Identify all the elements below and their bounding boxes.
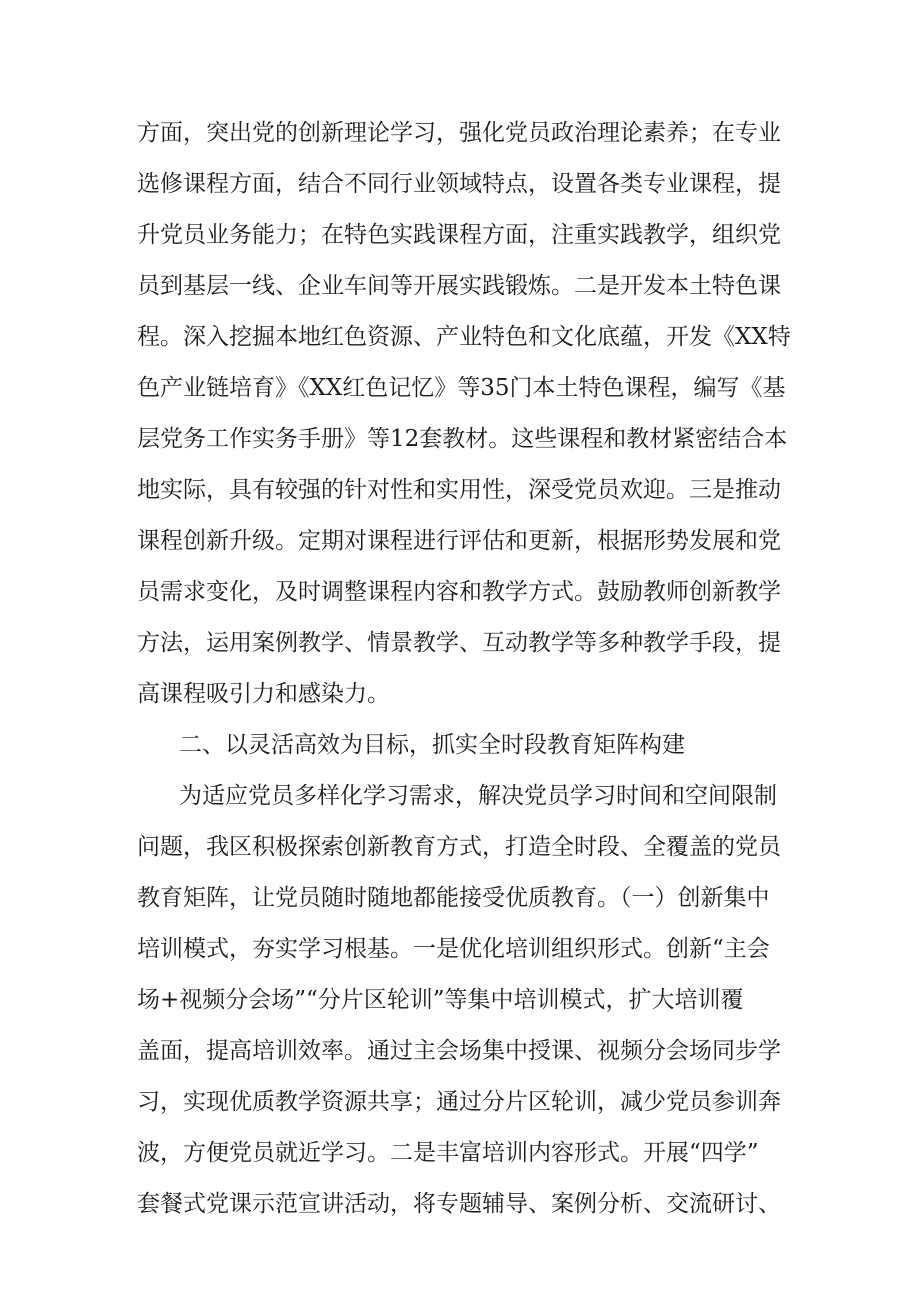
paragraph-line: 色产业链培育》《XX红色记忆》等35门本土特色课程，编写《基 [137, 375, 786, 401]
paragraph-line: 为适应党员多样化学习需求，解决党员学习时间和空间限制 [179, 783, 777, 809]
paragraph-line: 培训模式，夯实学习根基。一是优化培训组织形式。创新“主会 [137, 936, 770, 962]
paragraph-line: 波，方便党员就近学习。二是丰富培训内容形式。开展“四学” [137, 1140, 759, 1166]
paragraph-line: 员需求变化，及时调整课程内容和教学方式。鼓励教师创新教学 [137, 579, 781, 605]
paragraph-line: 员到基层一线、企业车间等开展实践锻炼。二是开发本土特色课 [137, 273, 781, 299]
paragraph-line: 方面，突出党的创新理论学习，强化党员政治理论素养；在专业 [137, 120, 781, 146]
paragraph-line: 场+视频分会场”“分片区轮训”等集中培训模式，扩大培训覆 [137, 987, 744, 1013]
paragraph-line: 问题，我区积极探索创新教育方式，打造全时段、全覆盖的党员 [137, 834, 781, 860]
paragraph-line: 习，实现优质教学资源共享；通过分片区轮训，减少党员参训奔 [137, 1089, 781, 1115]
paragraph-line: 选修课程方面，结合不同行业领域特点，设置各类专业课程，提 [137, 171, 781, 197]
paragraph-line: 套餐式党课示范宣讲活动，将专题辅导、案例分析、交流研讨、 [137, 1191, 781, 1217]
paragraph-line: 地实际，具有较强的针对性和实用性，深受党员欢迎。三是推动 [137, 477, 781, 503]
paragraph-line: 程。深入挖掘本地红色资源、产业特色和文化底蕴，开发《XX特 [137, 324, 791, 350]
paragraph-line: 方法，运用案例教学、情景教学、互动教学等多种教学手段，提 [137, 630, 781, 656]
paragraph-line: 盖面，提高培训效率。通过主会场集中授课、视频分会场同步学 [137, 1038, 781, 1064]
section-heading: 二、以灵活高效为目标，抓实全时段教育矩阵构建 [179, 732, 685, 758]
paragraph-line: 高课程吸引力和感染力。 [137, 681, 390, 707]
paragraph-line: 课程创新升级。定期对课程进行评估和更新，根据形势发展和党 [137, 528, 781, 554]
paragraph-line: 教育矩阵，让党员随时随地都能接受优质教育。（一）创新集中 [137, 885, 770, 911]
document-body [137, 108, 791, 1230]
paragraph-line: 升党员业务能力；在特色实践课程方面，注重实践教学，组织党 [137, 222, 781, 248]
paragraph-line: 层党务工作实务手册》等12套教材。这些课程和教材紧密结合本 [137, 426, 788, 452]
